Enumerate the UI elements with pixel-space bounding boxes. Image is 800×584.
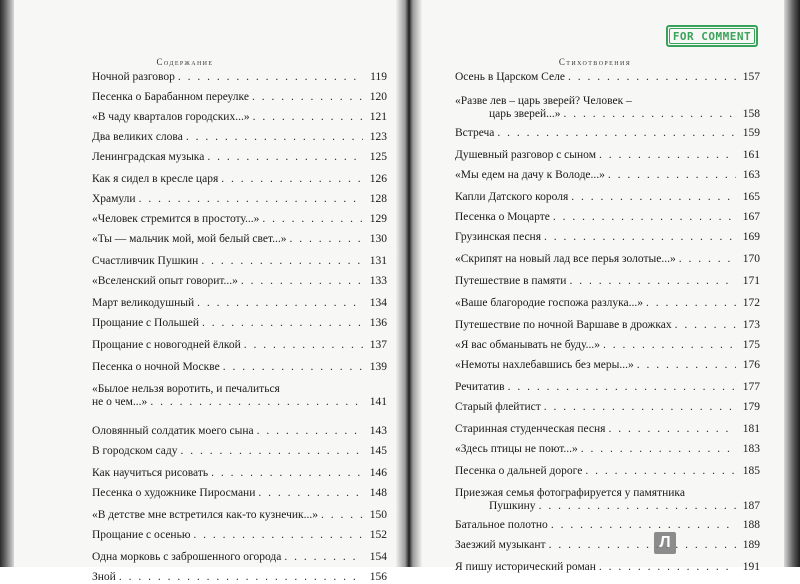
toc-entry bbox=[92, 425, 387, 438]
toc-entry-title: Зной bbox=[92, 571, 116, 583]
dot-leader bbox=[679, 253, 736, 266]
toc-page-number: 185 bbox=[742, 465, 760, 477]
toc-page-number: 150 bbox=[369, 509, 387, 521]
right-page bbox=[422, 0, 784, 573]
toc-entry bbox=[455, 253, 760, 266]
dot-leader bbox=[544, 231, 736, 244]
toc-entry bbox=[455, 561, 760, 574]
toc-entry-title: «В детстве мне встретился как-то кузнечик...» bbox=[92, 509, 318, 521]
book-gutter bbox=[396, 0, 422, 567]
toc-entry bbox=[455, 149, 760, 162]
toc-entry-title: Прощание с Польшей bbox=[92, 317, 200, 329]
toc-page-number: 156 bbox=[369, 571, 387, 583]
toc-entry-title: «Здесь птицы не поют...» bbox=[455, 443, 578, 455]
toc-entry-title: «Ты — мальчик мой, мой белый свет...» bbox=[92, 233, 287, 245]
toc-entry bbox=[92, 71, 387, 84]
toc-entry bbox=[455, 487, 760, 513]
toc-entry bbox=[455, 465, 760, 478]
toc-page-number: 143 bbox=[369, 425, 387, 437]
dot-leader bbox=[221, 173, 363, 186]
dot-leader bbox=[193, 529, 363, 542]
toc-entry-title: «Человек стремится в простоту...» bbox=[92, 213, 260, 225]
toc-entry-title: «Ваше благородие госпожа разлука...» bbox=[455, 297, 643, 309]
toc-entry-title: Март великодушный bbox=[92, 297, 195, 309]
dot-leader bbox=[223, 361, 363, 374]
dot-leader bbox=[603, 339, 736, 352]
for-comment-stamp: FOR COMMENT bbox=[666, 25, 758, 47]
toc-entry-title: Я пишу исторический роман bbox=[455, 561, 596, 573]
toc-entry bbox=[92, 383, 387, 409]
dot-leader bbox=[508, 381, 736, 394]
dot-leader bbox=[262, 213, 363, 226]
dot-leader bbox=[202, 317, 363, 330]
toc-page-number: 188 bbox=[742, 519, 760, 531]
toc-entry bbox=[92, 487, 387, 500]
toc-entry-title: Путешествие в памяти bbox=[455, 275, 567, 287]
dot-leader bbox=[241, 275, 363, 288]
scan-edge-right bbox=[784, 0, 800, 567]
toc-page-number: 137 bbox=[369, 339, 387, 351]
toc-page-number: 129 bbox=[369, 213, 387, 225]
toc-entry bbox=[92, 361, 387, 374]
toc-entry bbox=[92, 529, 387, 542]
toc-page-number: 173 bbox=[742, 319, 760, 331]
dot-leader bbox=[539, 500, 736, 513]
toc-page-number: 125 bbox=[369, 151, 387, 163]
toc-entry-title: Храмули bbox=[92, 193, 136, 205]
dot-leader bbox=[181, 445, 364, 458]
toc-entry-title: Речитатив bbox=[455, 381, 505, 393]
watermark-logo: Л bbox=[654, 532, 676, 554]
dot-leader bbox=[608, 169, 736, 182]
dot-leader bbox=[549, 539, 736, 552]
toc-page-number: 191 bbox=[742, 561, 760, 573]
toc-entry bbox=[92, 193, 387, 206]
toc-entry bbox=[455, 231, 760, 244]
toc-entry bbox=[455, 519, 760, 532]
toc-page-number: 158 bbox=[742, 108, 760, 120]
dot-leader bbox=[253, 111, 363, 124]
toc-entry-title: «Я вас обманывать не буду...» bbox=[455, 339, 600, 351]
toc-entry-title: Капли Датского короля bbox=[455, 191, 569, 203]
toc-page-number: 154 bbox=[369, 551, 387, 563]
toc-page-number: 169 bbox=[742, 231, 760, 243]
toc-page-number: 161 bbox=[742, 149, 760, 161]
toc-entry-title: Песенка о ночной Москве bbox=[92, 361, 220, 373]
toc-entry bbox=[455, 297, 760, 310]
toc-entry bbox=[92, 151, 387, 164]
toc-entry-title: «Былое нельзя воротить, и печалиться bbox=[92, 383, 280, 395]
dot-leader bbox=[207, 151, 363, 164]
dot-leader bbox=[571, 191, 736, 204]
toc-page-number: 163 bbox=[742, 169, 760, 181]
toc-page-number: 128 bbox=[369, 193, 387, 205]
dot-leader bbox=[675, 319, 736, 332]
toc-page-number: 130 bbox=[369, 233, 387, 245]
dot-leader bbox=[201, 255, 363, 268]
toc-page-number: 179 bbox=[742, 401, 760, 413]
toc-page-number: 171 bbox=[742, 275, 760, 287]
toc-entry-title: Как научиться рисовать bbox=[92, 467, 209, 479]
toc-entry bbox=[92, 551, 387, 564]
toc-entry-title: Песенка о Барабанном переулке bbox=[92, 91, 249, 103]
toc-page-number: 177 bbox=[742, 381, 760, 393]
toc-entry bbox=[455, 95, 760, 121]
toc-entry-title: Оловянный солдатик моего сына bbox=[92, 425, 254, 437]
toc-entry-title: «Немоты нахлебавшись без меры...» bbox=[455, 359, 634, 371]
toc-entry-title: Заезжий музыкант bbox=[455, 539, 546, 551]
toc-entry-title: Ночной разговор bbox=[92, 71, 175, 83]
toc-entry-title: Батальное полотно bbox=[455, 519, 548, 531]
toc-entry-title: Путешествие по ночной Варшаве в дрожках bbox=[455, 319, 672, 331]
toc-entry bbox=[92, 571, 387, 584]
toc-entry-title-continued: царь зверей...» bbox=[489, 108, 561, 120]
toc-entry bbox=[92, 91, 387, 104]
toc-page-number: 176 bbox=[742, 359, 760, 371]
toc-entry-title: Как я сидел в кресле царя bbox=[92, 173, 219, 185]
toc-entry-title: «Скрипят на новый лад все перья золотые...» bbox=[455, 253, 676, 265]
toc-page-number: 187 bbox=[742, 500, 760, 512]
toc-entry bbox=[92, 467, 387, 480]
toc-entry-title: Два великих слова bbox=[92, 131, 183, 143]
toc-entry bbox=[455, 401, 760, 414]
toc-entry-title: Осень в Царском Селе bbox=[455, 71, 565, 83]
dot-leader bbox=[257, 425, 363, 438]
toc-entry-title: «Мы едем на дачу к Володе...» bbox=[455, 169, 605, 181]
toc-page-number: 157 bbox=[742, 71, 760, 83]
dot-leader bbox=[139, 193, 363, 206]
toc-page-number: 123 bbox=[369, 131, 387, 143]
toc-page-number: 183 bbox=[742, 443, 760, 455]
dot-leader bbox=[551, 519, 736, 532]
toc-entry bbox=[92, 275, 387, 288]
dot-leader bbox=[186, 131, 363, 144]
dot-leader bbox=[569, 275, 736, 288]
toc-entry-title: «В чаду кварталов городских...» bbox=[92, 111, 250, 123]
toc-entry-title: Душевный разговор с сыном bbox=[455, 149, 596, 161]
toc-entry-title: Прощание с осенью bbox=[92, 529, 191, 541]
dot-leader bbox=[289, 233, 363, 246]
toc-page-number: 139 bbox=[369, 361, 387, 373]
toc-page-number: 146 bbox=[369, 467, 387, 479]
dot-leader bbox=[252, 91, 363, 104]
running-head-right: Стихотворения bbox=[558, 57, 632, 67]
toc-page-number: 170 bbox=[742, 253, 760, 265]
toc-entry bbox=[92, 509, 387, 522]
toc-page-number: 119 bbox=[370, 71, 387, 83]
dot-leader bbox=[211, 467, 363, 480]
dot-leader bbox=[497, 127, 736, 140]
toc-page-number: 148 bbox=[369, 487, 387, 499]
dot-leader bbox=[599, 561, 736, 574]
dot-leader bbox=[553, 211, 736, 224]
toc-entry-title: Старинная студенческая песня bbox=[455, 423, 606, 435]
toc-entry-title: «Разве лев – царь зверей? Человек – bbox=[455, 95, 632, 107]
toc-entry bbox=[92, 173, 387, 186]
dot-leader bbox=[568, 71, 736, 84]
toc-entry bbox=[92, 255, 387, 268]
dot-leader bbox=[544, 401, 736, 414]
dot-leader bbox=[150, 396, 363, 409]
dot-leader bbox=[646, 297, 736, 310]
toc-entry-title: Одна морковь с заброшенного огорода bbox=[92, 551, 282, 563]
dot-leader bbox=[119, 571, 363, 584]
toc-entry bbox=[455, 169, 760, 182]
toc-entry-title: Песенка о Моцарте bbox=[455, 211, 550, 223]
toc-entry-title-continued: не о чем...» bbox=[92, 396, 148, 408]
toc-entry-title: Встреча bbox=[455, 127, 495, 139]
toc-entry bbox=[455, 211, 760, 224]
dot-leader bbox=[599, 149, 736, 162]
toc-entry bbox=[455, 443, 760, 456]
toc-entry-title: «Вселенский опыт говорит...» bbox=[92, 275, 238, 287]
toc-page-number: 189 bbox=[742, 539, 760, 551]
toc-entry bbox=[455, 423, 760, 436]
toc-entry-title: Приезжая семья фотографируется у памятника bbox=[455, 487, 685, 499]
toc-page-number: 126 bbox=[369, 173, 387, 185]
toc-page-number: 145 bbox=[369, 445, 387, 457]
dot-leader bbox=[284, 551, 363, 564]
dot-leader bbox=[321, 509, 363, 522]
toc-entry-title: Песенка о художнике Пиросмани bbox=[92, 487, 256, 499]
toc-entry bbox=[92, 131, 387, 144]
dot-leader bbox=[581, 443, 736, 456]
dot-leader bbox=[197, 297, 363, 310]
toc-entry-title: Песенка о дальней дороге bbox=[455, 465, 583, 477]
scan-edge-left bbox=[0, 0, 14, 567]
toc-entry-title: Грузинская песня bbox=[455, 231, 542, 243]
toc-page-number: 134 bbox=[369, 297, 387, 309]
toc-entry-title: В городском саду bbox=[92, 445, 178, 457]
dot-leader bbox=[564, 108, 736, 121]
toc-entry bbox=[455, 339, 760, 352]
toc-entry bbox=[92, 445, 387, 458]
toc-page-number: 120 bbox=[369, 91, 387, 103]
toc-entry-title-continued: Пушкину bbox=[489, 500, 536, 512]
toc-entry bbox=[455, 539, 760, 552]
toc-entry-title: Старый флейтист bbox=[455, 401, 541, 413]
toc-page-number: 175 bbox=[742, 339, 760, 351]
toc-entry bbox=[455, 319, 760, 332]
toc-entry bbox=[92, 339, 387, 352]
toc-entry bbox=[455, 191, 760, 204]
toc-page-number: 152 bbox=[369, 529, 387, 541]
toc-page-number: 167 bbox=[742, 211, 760, 223]
toc-entry bbox=[92, 233, 387, 246]
dot-leader bbox=[608, 423, 736, 436]
toc-entry bbox=[92, 111, 387, 124]
toc-page-number: 159 bbox=[742, 127, 760, 139]
running-head-left: Содержание bbox=[156, 57, 214, 67]
toc-entry bbox=[92, 297, 387, 310]
toc-entry bbox=[455, 381, 760, 394]
toc-entry bbox=[92, 317, 387, 330]
left-page bbox=[14, 0, 396, 583]
toc-entry-title: Счастливчик Пушкин bbox=[92, 255, 199, 267]
dot-leader bbox=[258, 487, 363, 500]
toc-page-number: 133 bbox=[369, 275, 387, 287]
toc-page-number: 136 bbox=[369, 317, 387, 329]
toc-page-number: 131 bbox=[369, 255, 387, 267]
dot-leader bbox=[178, 71, 363, 84]
toc-entry bbox=[92, 213, 387, 226]
toc-entry bbox=[455, 359, 760, 372]
toc-page-number: 121 bbox=[369, 111, 387, 123]
toc-entry bbox=[455, 275, 760, 288]
toc-page-number: 181 bbox=[742, 423, 760, 435]
dot-leader bbox=[244, 339, 363, 352]
dot-leader bbox=[637, 359, 736, 372]
toc-page-number: 165 bbox=[742, 191, 760, 203]
toc-entry-title: Прощание с новогодней ёлкой bbox=[92, 339, 241, 351]
toc-entry bbox=[455, 71, 760, 84]
toc-page-number: 172 bbox=[742, 297, 760, 309]
toc-entry bbox=[455, 127, 760, 140]
toc-page-number: 141 bbox=[369, 396, 387, 408]
dot-leader bbox=[585, 465, 736, 478]
toc-entry-title: Ленинградская музыка bbox=[92, 151, 205, 163]
